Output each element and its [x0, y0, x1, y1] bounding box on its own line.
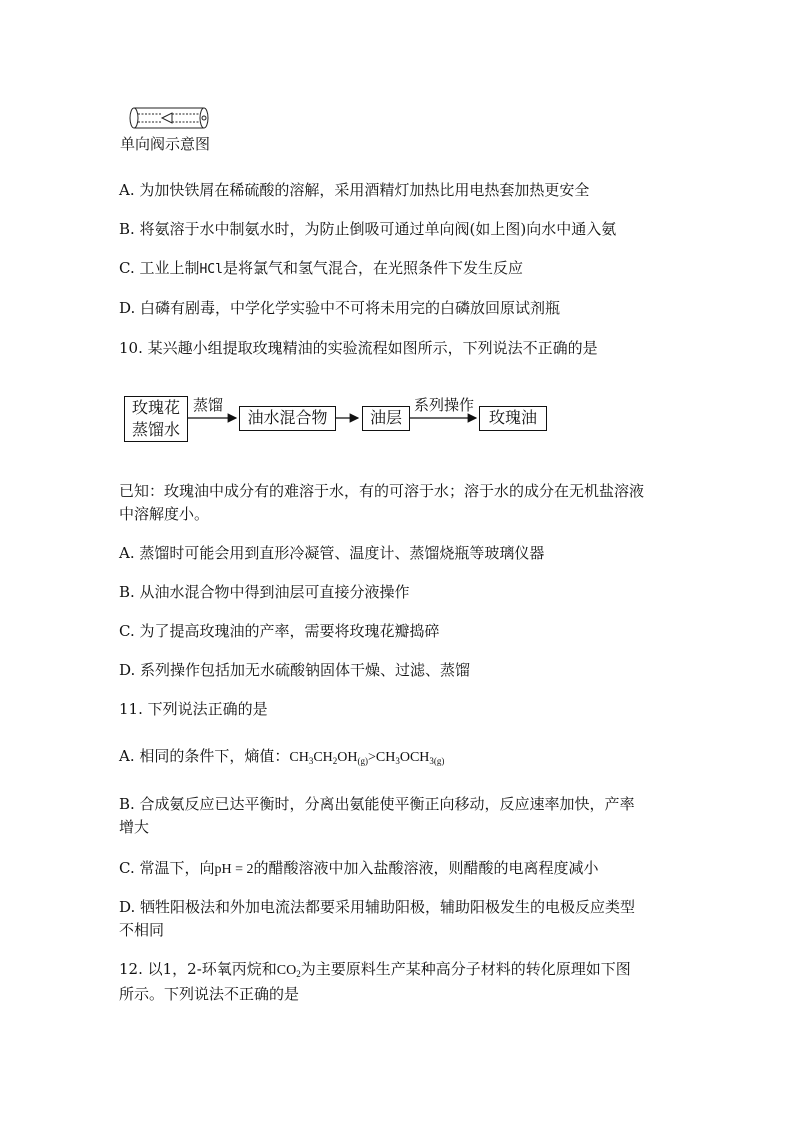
- ph-value-formula: pH = 2: [214, 862, 254, 877]
- q11-option-d-line1: D. 牺牲阳极法和外加电流法都要采用辅助阳极，辅助阳极发生的电极反应类型: [119, 898, 636, 916]
- q10-option-d: D. 系列操作包括加无水硫酸钠固体干燥、过滤、蒸馏: [119, 661, 471, 679]
- q10-option-c: C. 为了提高玫瑰油的产率，需要将玫瑰花瓣捣碎: [119, 622, 440, 640]
- q10-known-line1: 已知：玫瑰油中成分有的难溶于水，有的可溶于水；溶于水的成分在无机盐溶液: [119, 482, 645, 500]
- q12-stem-line1: [119, 958, 631, 985]
- q12-stem-prefix: 12. 以1，2-环氧丙烷和: [119, 960, 277, 978]
- q9-option-c-suffix: 是将氯气和氢气混合，在光照条件下发生反应: [222, 259, 523, 277]
- valve-caption: 单向阀示意图: [120, 135, 211, 153]
- flow-box-rose-line2: 蒸馏水: [131, 420, 180, 439]
- q11-option-d-line2: 不相同: [119, 921, 165, 939]
- q9-option-c-prefix: C. 工业上制: [119, 259, 200, 277]
- flow-box-rose-line1: 玫瑰花: [131, 398, 180, 417]
- flow-box-oil-water: 油水混合物: [239, 406, 336, 431]
- flow-label-operations: 系列操作: [414, 396, 475, 414]
- flow-box-rose-water: [124, 396, 188, 442]
- q11-stem: 11. 下列说法正确的是: [119, 700, 268, 718]
- q9-option-a: A. 为加快铁屑在稀硫酸的溶解，采用酒精灯加热比用电热套加热更安全: [119, 181, 590, 199]
- q11-option-c: [119, 857, 599, 881]
- q11-option-c-suffix: 的醋酸溶液中加入盐酸溶液，则醋酸的电离程度减小: [253, 859, 599, 877]
- q10-option-b: B. 从油水混合物中得到油层可直接分液操作: [119, 583, 410, 601]
- q11-option-a: [119, 745, 444, 772]
- hcl-formula: HCl: [199, 262, 223, 277]
- entropy-comparison-formula: $CH_3CH_2OH_{(g)}>CH_3OCH_{3(g)}$: [289, 750, 445, 766]
- flow-box-rose-oil: 玫瑰油: [479, 406, 547, 431]
- q11-option-c-prefix: C. 常温下，向: [119, 859, 215, 877]
- q10-stem: 10. 某兴趣小组提取玫瑰精油的实验流程如图所示，下列说法不正确的是: [119, 339, 598, 357]
- q12-stem-line2: 所示。下列说法不正确的是: [119, 985, 300, 1003]
- q11-option-b-line1: B. 合成氨反应已达平衡时，分离出氨能使平衡正向移动，反应速率加快，产率: [119, 795, 635, 813]
- q10-known-line2: 中溶解度小。: [119, 505, 210, 523]
- q11-option-b-line2: 增大: [119, 818, 150, 836]
- flow-label-distill: 蒸馏: [193, 396, 224, 414]
- q10-option-a: A. 蒸馏时可能会用到直形冷凝管、温度计、蒸馏烧瓶等玻璃仪器: [119, 544, 545, 562]
- q9-option-d: D. 白磷有剧毒，中学化学实验中不可将未用完的白磷放回原试剂瓶: [119, 299, 561, 317]
- co2-formula: $CO_2$: [276, 963, 301, 979]
- q12-stem-suffix: 为主要原料生产某种高分子材料的转化原理如下图: [300, 960, 631, 978]
- flow-box-oil-layer: 油层: [362, 406, 410, 431]
- q11-option-a-prefix: A. 相同的条件下，熵值：: [119, 747, 290, 765]
- q9-option-b: B. 将氨溶于水中制氨水时，为防止倒吸可通过单向阀(如上图)向水中通入氨: [119, 220, 617, 238]
